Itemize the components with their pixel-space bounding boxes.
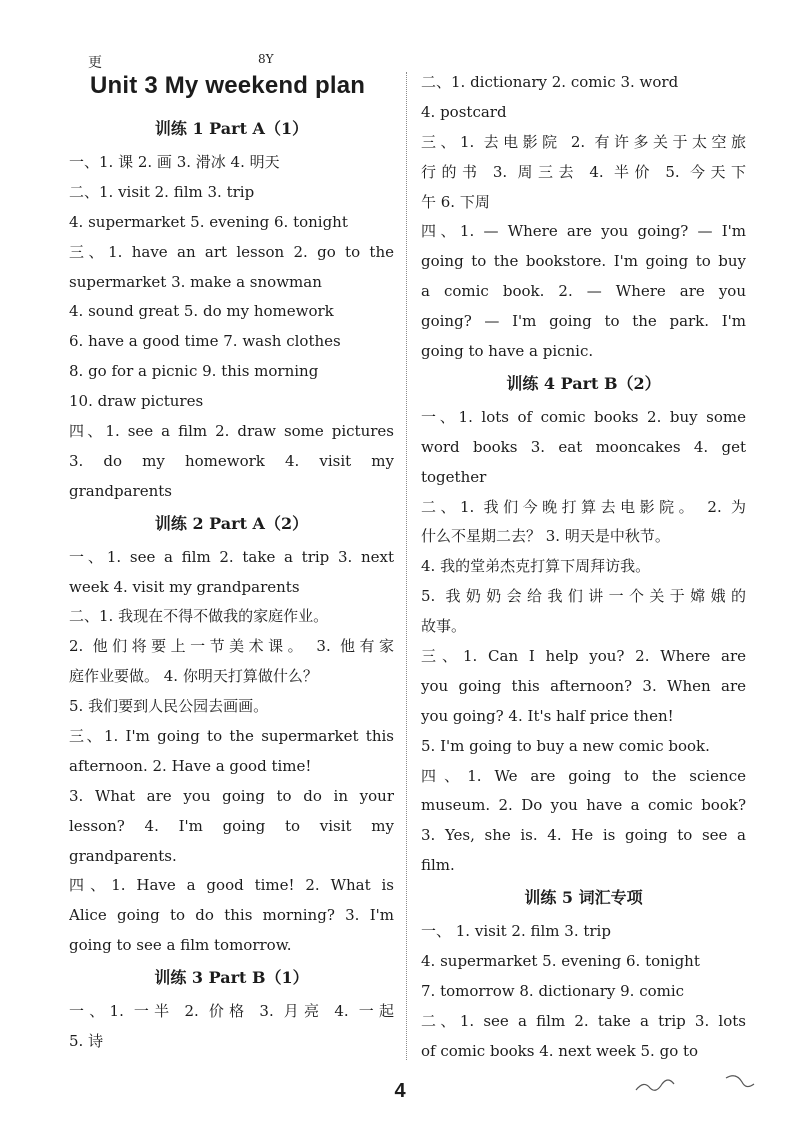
answer-line: supermarket 3. make a snowman (69, 272, 322, 291)
answer-line: grandparents (69, 481, 172, 500)
answer-line: 5. 我奶奶会给我们讲一个关于嫦娥的 (421, 587, 746, 606)
pencil-scribble (630, 1060, 760, 1100)
answer-line: 一、1. lots of comic books 2. buy some (421, 407, 746, 426)
answer-line: 三、1. I'm going to the supermarket this (69, 727, 394, 746)
corner-mark: 更 (88, 55, 102, 71)
section-heading: 训练 2 Part A（2） (154, 513, 309, 533)
answer-line: you going? 4. It's half price then! (421, 706, 674, 725)
answer-line: 行的书 3. 周三去 4. 半价 5. 今天下 (421, 162, 746, 181)
answer-line: 5. I'm going to buy a new comic book. (421, 736, 710, 755)
answer-line: 三、1. 去电影院 2. 有许多关于太空旅 (421, 132, 746, 151)
answer-line: 10. draw pictures (69, 392, 204, 411)
answer-line: word books 3. eat mooncakes 4. get (421, 437, 746, 456)
answer-line: 6. have a good time 7. wash clothes (69, 332, 341, 351)
answer-line: lesson? 4. I'm going to visit my (69, 816, 394, 835)
answer-line: 庭作业要做。 4. 你明天打算做什么？ (69, 667, 318, 686)
answer-line: 四、1. — Where are you going? — I'm (421, 222, 746, 241)
corner-mark: 8Y (258, 52, 274, 66)
answer-line: 二、1. dictionary 2. comic 3. word (421, 73, 679, 91)
answer-line: going to have a picnic. (421, 342, 594, 361)
answer-line: Alice going to do this morning? 3. I'm (69, 906, 394, 925)
answer-line: 二、1. 我现在不得不做我的家庭作业。 (69, 607, 329, 626)
section-heading: 训练 3 Part B（1） (154, 968, 309, 988)
answer-line: 什么不星期二去？ 3. 明天是中秋节。 (421, 527, 670, 546)
answer-line: going to see a film tomorrow. (69, 936, 292, 955)
column-divider (406, 72, 407, 1060)
section-heading: 训练 4 Part B（2） (506, 373, 661, 393)
answer-line: 4. supermarket 5. evening 6. tonight (421, 952, 700, 971)
answer-line: 三、1. Can I help you? 2. Where are (421, 647, 746, 666)
answer-line: 二、1. visit 2. film 3. trip (69, 182, 255, 201)
answer-line: a comic book. 2. — Where are you (421, 282, 746, 301)
answer-line: 5. 我们要到人民公园去画画。 (69, 697, 269, 716)
answer-line: 一、 1. visit 2. film 3. trip (421, 922, 611, 941)
page-number: 4 (394, 1080, 406, 1102)
answer-line: 二、1. 我们今晚打算去电影院。 2. 为 (421, 497, 746, 516)
right-column (421, 68, 746, 1067)
answer-line: 4. postcard (421, 102, 507, 121)
answer-line: 7. tomorrow 8. dictionary 9. comic (421, 981, 685, 1000)
answer-line: 故事。 (421, 617, 467, 636)
answer-line: museum. 2. Do you have a comic book? (421, 796, 746, 815)
answer-line: 8. go for a picnic 9. this morning (69, 362, 319, 381)
answer-line: 4. supermarket 5. evening 6. tonight (69, 212, 348, 231)
answer-line: 5. 诗 (69, 1032, 104, 1051)
answer-line: 4. sound great 5. do my homework (69, 302, 334, 321)
answer-line: 一、1. see a film 2. take a trip 3. next (69, 547, 394, 566)
answer-line: 午 6. 下周 (421, 192, 490, 211)
unit-title: Unit 3 My weekend plan (90, 72, 366, 99)
answer-line: 四、1. We are going to the science (421, 766, 746, 785)
answer-line: together (421, 467, 487, 486)
answer-line: afternoon. 2. Have a good time! (69, 756, 312, 775)
answer-line: grandparents. (69, 846, 177, 865)
answer-line: you going this afternoon? 3. When are (421, 676, 746, 695)
answer-line: 三、1. have an art lesson 2. go to the (69, 242, 394, 261)
answer-line: 四、1. see a film 2. draw some pictures (69, 422, 394, 441)
answer-line: 2. 他们将要上一节美术课。 3. 他有家 (69, 637, 394, 656)
answer-line: week 4. visit my grandparents (69, 577, 300, 596)
answer-line: 3. Yes, she is. 4. He is going to see a (421, 826, 746, 845)
answer-line: 一、1. 一半 2. 价格 3. 月亮 4. 一起 (69, 1002, 394, 1021)
answer-line: 二、1. see a film 2. take a trip 3. lots (421, 1011, 746, 1030)
answer-line: going? — I'm going to the park. I'm (421, 312, 746, 331)
section-heading: 训练 1 Part A（1） (154, 119, 309, 138)
answer-line: 4. 我的堂弟杰克打算下周拜访我。 (421, 557, 651, 576)
section-heading: 训练 5 词汇专项 (524, 888, 643, 908)
answer-line: going to the bookstore. I'm going to buy (421, 252, 746, 271)
answer-line: 3. do my homework 4. visit my (69, 451, 394, 470)
answer-line: of comic books 4. next week 5. go to (421, 1041, 699, 1060)
answer-line: 3. What are you going to do in your (69, 786, 394, 805)
answer-line: film. (421, 856, 455, 875)
answer-line: 一、1. 课 2. 画 3. 滑冰 4. 明天 (69, 153, 280, 171)
left-column (69, 116, 394, 1057)
answer-line: 四、1. Have a good time! 2. What is (69, 876, 394, 895)
